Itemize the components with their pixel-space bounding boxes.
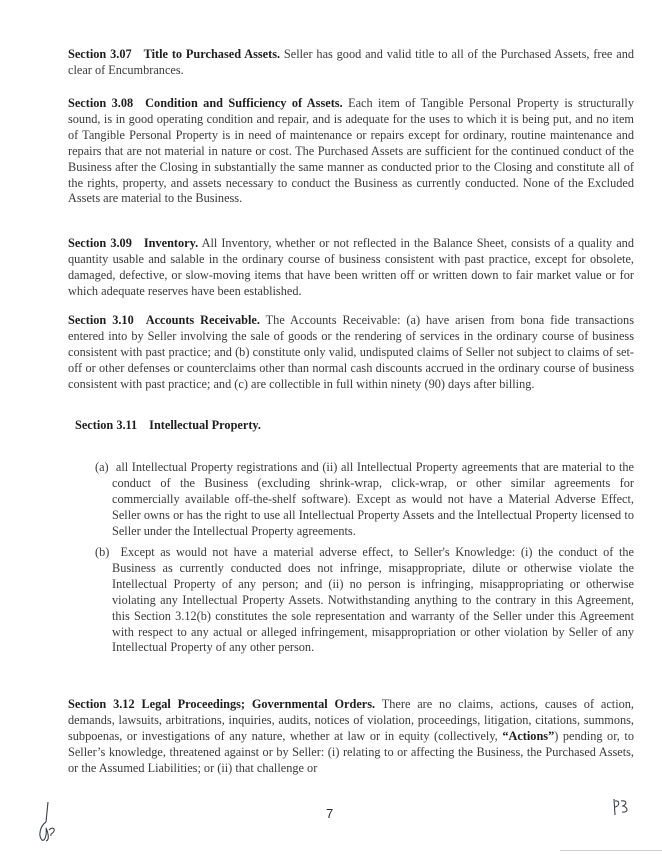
subsection-label: (a): [95, 460, 109, 474]
section-body: Each item of Tangible Personal Property is structurally sound, is in good operating condition and repair, and is adequate for the uses to which it is being put, and no item of Tangible Personal Property is in need of maintenance or repairs except for ordinary, routine maintenance and repairs that are not material in nature or cost. The Purchased Assets are sufficient for the continued conduct of the Business after the Closing in substantially the same manner as conducted prior to the Closing and constitute all of the rights, property, and assets necessary to conduct the Business as currently conducted. None of the Excluded Assets are material to the Business.: [68, 96, 634, 206]
section-body-continued: ) pending or, to Seller’s knowledge, threatened against or by Seller: (i) relating to or affecting the Business, the Purchased Assets, or the Assumed Liabilities; or (ii) that challenge or: [68, 728, 634, 775]
section-body: Seller has good and valid title to all of the Purchased Assets, free and clear of Encumbrances.: [68, 47, 634, 77]
subsection-body: Except as would not have a material adverse effect, to Seller's Knowledge: (i) the conduct of the Business as currently conducted does not infringe, misappropriate, dilute or otherwise violate the Intellectual Property of any person; and (ii) no person is infringing, misappropriating or otherwise violating any Intellectual Property Assets. Notwithstanding anything to the contrary in this Agreement, this Section 3.12(b) constitutes the sole representation and warranty of the Seller under this Agreement with respect to any actual or alleged infringement, misappropriation or other violation by Seller of any Intellectual Property of any other person.: [112, 545, 634, 655]
section-title: Title to Purchased Assets.: [143, 47, 281, 61]
subsection-body: all Intellectual Property registrations and (ii) all Intellectual Property agreements that are material to the conduct of the Business (excluding shrink-wrap, click-wrap, or other similar agreements for commercially available off-the-shelf software). Except as would not have a Material Adverse Effect, Seller owns or has the right to use all Intellectual Property Assets and the Intellectual Property licensed to Seller under the Intellectual Property agreements.: [112, 460, 634, 538]
section-number: Section 3.08: [68, 96, 134, 110]
section-title: Condition and Sufficiency of Assets.: [145, 96, 343, 110]
section-body: The Accounts Receivable: (a) have arisen from bona fide transactions entered into by Seller involving the sale of goods or the rendering of services in the ordinary course of business consistent with past practice; and (b) constitute only valid, undisputed claims of Seller not subject to claims of set-off or other defenses or counterclaims other than normal cash discounts accrued in the ordinary course of business consistent with past practice; and (c) are collectible in full within ninety (90) days after billing.: [68, 313, 634, 391]
section-3-09: [68, 236, 634, 300]
page-number: 7: [326, 806, 334, 821]
section-number: Section 3.10: [68, 313, 134, 327]
section-3-12: [68, 697, 634, 777]
subsection-b: [95, 545, 634, 656]
section-body: All Inventory, whether or not reflected in the Balance Sheet, consists of a quality and quantity usable and salable in the ordinary course of business consistent with past practice, except for obsolete, damaged, defective, or slow-moving items that have been written off or written down to fair market value or for which adequate reserves have been established.: [68, 236, 634, 298]
initials-right-icon: [611, 797, 633, 822]
section-title: Legal Proceedings; Governmental Orders.: [141, 697, 376, 711]
section-3-11-heading: [75, 418, 261, 433]
section-title: Inventory.: [143, 236, 199, 250]
section-body: There are no claims, actions, causes of action, demands, lawsuits, arbitrations, inquiries, audits, notices of violation, proceedings, litigation, citations, summons, subpoenas, or investigations of any nature, whether at law or in equity (collectively,: [68, 697, 634, 743]
section-title: Intellectual Property.: [149, 418, 261, 432]
subsection-label: (b): [95, 545, 110, 559]
section-number: Section 3.09: [68, 236, 132, 250]
section-3-08: [68, 96, 634, 207]
section-title: Accounts Receivable.: [145, 313, 260, 327]
scan-edge-line: [560, 850, 662, 851]
section-number: Section 3.12: [68, 697, 135, 711]
subsection-a: [95, 460, 634, 540]
section-3-10: [68, 313, 634, 393]
section-3-07: [68, 47, 634, 79]
initials-left-icon: [34, 800, 60, 849]
section-number: Section 3.07: [68, 47, 132, 61]
section-number: Section 3.11: [75, 418, 138, 432]
defined-term: “Actions”: [502, 728, 555, 743]
